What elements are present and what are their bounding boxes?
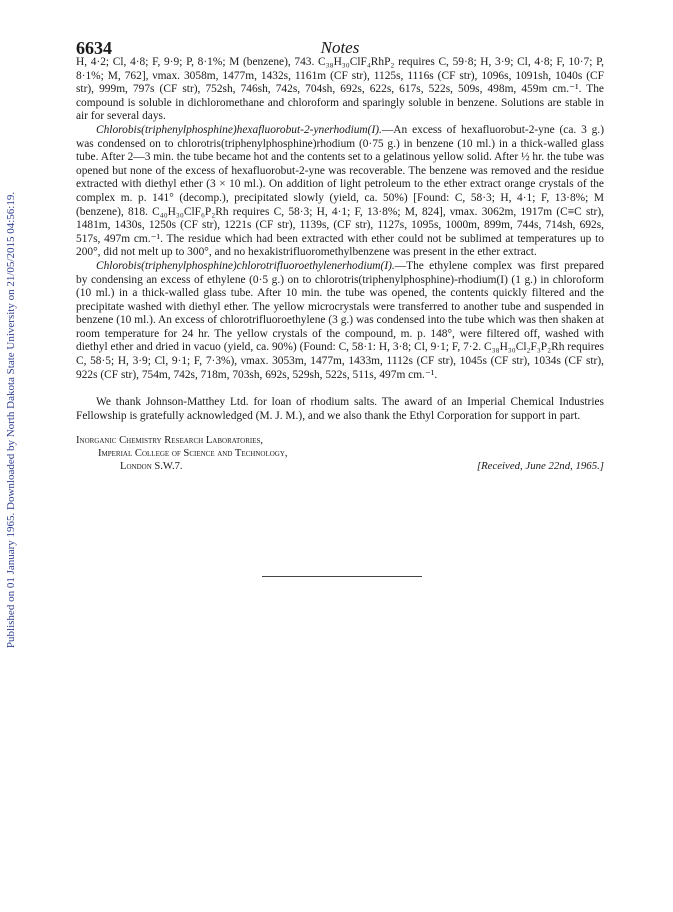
end-rule	[262, 576, 422, 577]
paragraph-text: —An excess of hexafluorobut-2-yne (ca. 3 g.) was condensed on to chlorotris(triphenylphosphine)rhodium (0·75 g.) in benzene (10 ml.) in a thick-walled glass tube. After 2—3 min. the tube became hot and the contents set to a gelatinous yellow solid. After ½ hr. the tube was opened but none of the excess of hexafluorobut-2-yne was recoverable. The benzene was removed and the residue extracted with diethyl ether (3 × 10 ml.). On addition of light petroleum to the ether extract orange crystals of the complex m. p. 141° (decomp.), precipitated slowly (yield, ca. 50%) [Found: C, 58·3; H, 4·1; F, 13·8%; M (benzene), 818. C₄₀H₃₀ClF₆P₂Rh requires C, 58·3; H, 4·1; F, 13·8%; M, 824], νmax. 3062m, 1917m (C≡C str), 1481m, 1430s, 1250s (CF str), 1221s (CF str), 1139s, (CF str), 1127s, 1095s, 1000m, 899m, 744s, 714sh, 692s, 517s, 497m cm.⁻¹. The residue which had been extracted with ether could not be sublimed at temperatures up to 200°, did not melt up to 300°, and no hexakistrifluoromethylbenzene was present in the ether extract.	[76, 123, 604, 259]
paragraph-chlorotrifluoroethylene	[76, 260, 604, 382]
compound-heading: Chlorobis(triphenylphosphine)hexafluorobut-2-ynerhodium(I).	[96, 123, 382, 136]
running-title: Notes	[320, 38, 360, 57]
received-date: [Received, June 22nd, 1965.]	[476, 460, 604, 473]
paragraph-continuation: H, 4·2; Cl, 4·8; F, 9·9; P, 8·1%; M (benzene), 743. C₃₈H₃₀ClF₄RhP₂ requires C, 59·8; H, 3·9; Cl, 4·8; F, 10·7; P, 8·1%; M, 762], νmax. 3058m, 1477m, 1432s, 1161m (CF str), 1125s, 1116s (CF str), 1096s, 1091sh, 1040s (CF str), 999m, 797s (CF str), 752sh, 746sh, 742s, 704sh, 692s, 622s, 617s, 522s, 509s, 498m, 459m cm.⁻¹. The compound is soluble in dichloromethane and chloroform and sparingly soluble in benzene. Solutions are stable in air for several days.	[76, 56, 604, 123]
paragraph-text: —The ethylene complex was first prepared by condensing an excess of ethylene (0·5 g.) on to chlorotris(triphenylphosphine)-rhodium(I) (1 g.) in chloroform (10 ml.) in a thick-walled glass tube. After 10 min. the tube was opened, the contents quickly filtered and the precipitate washed with diethyl ether. The yellow microcrystals were transferred to another tube and suspended in benzene (10 ml.). An excess of chlorotrifluoroethylene (3 g.) was condensed into the tube which was then shaken at room temperature for 24 hr. The yellow crystals of the compound, m. p. 148°, were filtered off, washed with diethyl ether and dried in vacuo (yield, ca. 90%) (Found: C, 58·1: H, 3·8; Cl, 9·1; F, 7·2. C₃₈H₃₀Cl₂F₃P₂Rh requires C, 58·5; H, 3·9; Cl, 9·1; F, 7·3%), νmax. 3053m, 1477m, 1433m, 1112s (CF str), 1045s (CF str), 1034s (CF str), 922s (CF str), 754m, 742s, 718m, 703sh, 692s, 529sh, 522s, 511s, 497m cm.⁻¹.	[76, 259, 604, 381]
page-number: 6634	[76, 38, 112, 58]
address-line-1: Inorganic Chemistry Research Laboratories,	[76, 435, 264, 447]
download-notice-sidebar	[2, 150, 20, 690]
paragraph-hexafluorobutyne	[76, 124, 604, 260]
compound-heading: Chlorobis(triphenylphosphine)chlorotrifluoroethylenerhodium(I).	[96, 259, 395, 272]
address-block	[76, 435, 604, 475]
article-body	[76, 56, 604, 475]
address-line-3: London S.W.7.	[120, 461, 183, 473]
download-notice-text: Published on 01 January 1965. Downloaded by North Dakota State University on 21/05/2015 04:56:19.	[5, 191, 17, 649]
address-line-2: Imperial College of Science and Technology,	[98, 448, 288, 460]
acknowledgements: We thank Johnson-Matthey Ltd. for loan of rhodium salts. The award of an Imperial Chemical Industries Fellowship is gratefully acknowledged (M. J. M.), and we also thank the Ethyl Corporation for support in part.	[76, 396, 604, 422]
